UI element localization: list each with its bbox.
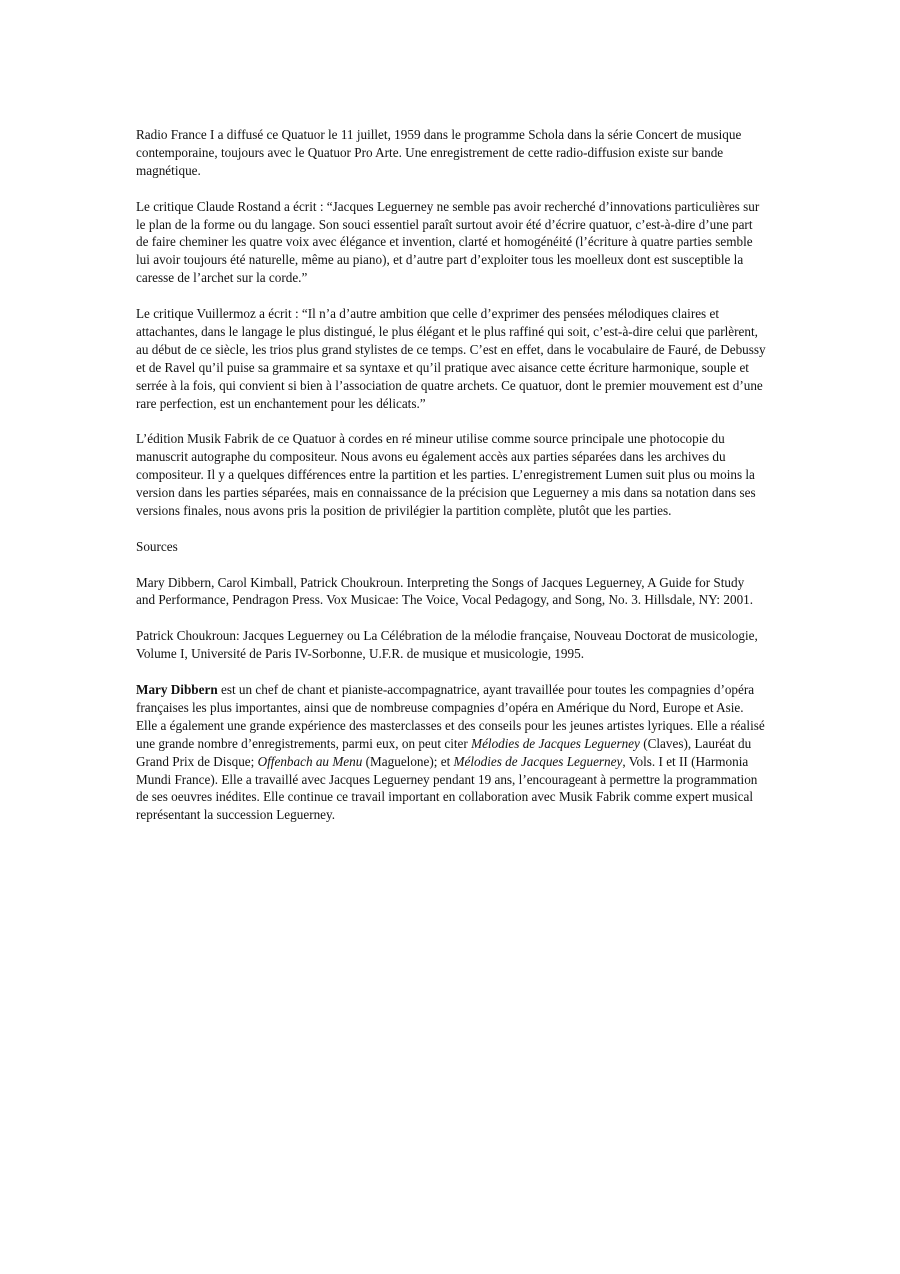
bio-text-2: (Claves), Lauréat du Grand Prix de Disque; — [136, 735, 752, 769]
document-page — [136, 126, 766, 842]
paragraph-edition-notes: L’édition Musik Fabrik de ce Quatuor à cordes en ré mineur utilise comme source principale une photocopie du manuscrit autographe du compositeur. Nous avons eu également accès aux parties séparées dans les archives du compositeur. Il y a quelques différences entre la partition et les parties. L’enregistrement Lumen suit plus ou moins la version dans les parties séparées, mais en connaissance de la précision que Leguerney a mis dans sa notation dans ses versions finales, nous avons pris la position de privilégier la partition complète, plutôt que les parties. — [136, 431, 756, 518]
sources-heading: Sources — [136, 538, 178, 554]
source-entry-dibbern: Mary Dibbern, Carol Kimball, Patrick Choukroun. Interpreting the Songs of Jacques Leguerney, A Guide for Study and Performance, Pendragon Press. Vox Musicae: The Voice, Vocal Pedagogy, and Song, No. 3. Hillsdale, NY: 2001. — [136, 574, 754, 608]
bio-album-title-3: Mélodies de Jacques Leguerney — [453, 753, 623, 769]
bio-text-1: est un chef de chant et pianiste-accompagnatrice, ayant travaillée pour toutes les compagnies d’opéra françaises les plus importantes, ainsi que de nombreuse compagnies d’opéra en Amérique du Nord, Europe et Asie. Elle a également une grande expérience des masterclasses et des conseils pour les jeunes artistes lyriques. Elle a réalisé une grande nombre d’enregistrements, parmi eux, on peut citer — [136, 681, 765, 751]
paragraph-radio-broadcast: Radio France I a diffusé ce Quatuor le 11 juillet, 1959 dans le programme Schola dans la série Concert de musique contemporaine, toujours avec le Quatuor Pro Arte. Une enregistrement de cette radio-diffusion existe sur bande magnétique. — [136, 127, 742, 178]
bio-name: Mary Dibbern — [136, 681, 218, 697]
bio-text-4: , Vols. I et II (Harmonia Mundi France). Elle a travaillé avec Jacques Leguerney pendant 19 ans, l’encourageant à permettre la programmation de ses oeuvres inédites. Elle continue ce travail important en collaboration avec Musik Fabrik comme expert musical représentant la succession Leguerney. — [136, 753, 758, 823]
bio-album-title-2: Offenbach au Menu — [257, 753, 363, 769]
bio-text-3: (Maguelone); et — [362, 753, 454, 769]
paragraph-vuillermoz-quote: Le critique Vuillermoz a écrit : “Il n’a d’autre ambition que celle d’exprimer des pensées mélodiques claires et attachantes, dans le langage le plus distingué, le plus élégant et le plus raffiné qui soit, c’est-à-dire celui que parlèrent, au début de ce siècle, les trios plus grand stylistes de ce temps. C’est en effet, dans le vocabulaire de Fauré, de Debussy et de Ravel qu’il puise sa grammaire et sa syntaxe et qu’il pratique avec aisance cette écriture harmonique, souple et serrée à la fois, qui convient si bien à l’association de quatre archets. Ce quatuor, dont le premier mouvement est d’une rare perfection, est un enchantement pour les délicats.” — [136, 306, 766, 411]
biography-paragraph — [136, 681, 766, 824]
source-entry-choukroun: Patrick Choukroun: Jacques Leguerney ou La Célébration de la mélodie française, Nouveau Doctorat de musicologie, Volume I, Université de Paris IV-Sorbonne, U.F.R. de musique et musicologie, 1995. — [136, 628, 758, 662]
bio-album-title-1: Mélodies de Jacques Leguerney — [471, 735, 640, 751]
paragraph-rostand-quote: Le critique Claude Rostand a écrit : “Jacques Leguerney ne semble pas avoir recherché d’innovations particulières sur le plan de la forme ou du langage. Son souci essentiel paraît surtout avoir été d’écrire quatuor, c’est-à-dire d’une part de faire cheminer les quatre voix avec élégance et invention, clarté et homogénéité (l’écriture à quatre parties semble lui avoir toujours été naturelle, même au piano), et d’autre part d’exploiter tous les moelleux dont est susceptible la caresse de l’archet sur la corde.” — [136, 198, 760, 286]
